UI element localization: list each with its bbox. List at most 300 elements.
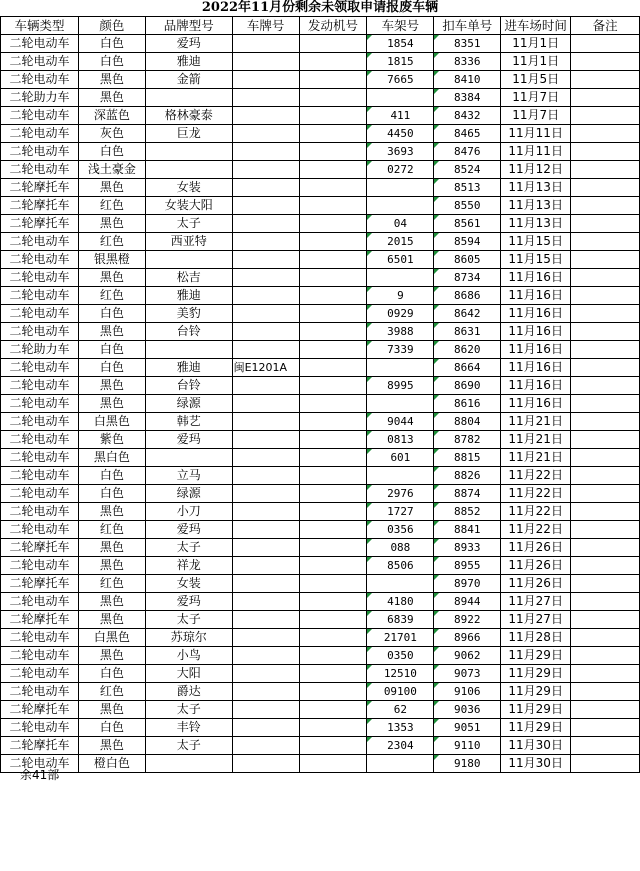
cell-frame-number[interactable]: 12510	[367, 665, 434, 683]
cell-brand-model[interactable]	[145, 341, 232, 359]
cell-brand-model[interactable]: 雅迪	[145, 287, 232, 305]
cell-remark[interactable]	[571, 71, 640, 89]
cell-brand-model[interactable]: 立马	[145, 467, 232, 485]
cell-brand-model[interactable]	[145, 755, 232, 773]
cell-remark[interactable]	[571, 575, 640, 593]
cell-remark[interactable]	[571, 467, 640, 485]
cell-frame-number[interactable]: 7339	[367, 341, 434, 359]
cell-plate-number[interactable]	[232, 179, 299, 197]
cell-engine-number[interactable]	[299, 269, 367, 287]
cell-frame-number[interactable]: 09100	[367, 683, 434, 701]
cell-remark[interactable]	[571, 719, 640, 737]
cell-engine-number[interactable]	[299, 215, 367, 233]
cell-frame-number[interactable]: 21701	[367, 629, 434, 647]
cell-entry-date[interactable]: 11月29日	[501, 665, 571, 683]
cell-entry-date[interactable]: 11月26日	[501, 539, 571, 557]
cell-vehicle-type[interactable]: 二轮电动车	[1, 287, 79, 305]
cell-color[interactable]: 白色	[78, 35, 145, 53]
cell-detain-order-number[interactable]: 8944	[434, 593, 501, 611]
cell-remark[interactable]	[571, 665, 640, 683]
cell-brand-model[interactable]	[145, 89, 232, 107]
cell-entry-date[interactable]: 11月7日	[501, 107, 571, 125]
cell-brand-model[interactable]: 小鸟	[145, 647, 232, 665]
cell-plate-number[interactable]	[232, 629, 299, 647]
cell-entry-date[interactable]: 11月1日	[501, 53, 571, 71]
cell-remark[interactable]	[571, 53, 640, 71]
header-brand-model[interactable]: 品牌型号	[145, 17, 232, 35]
cell-remark[interactable]	[571, 35, 640, 53]
cell-color[interactable]: 白色	[78, 143, 145, 161]
cell-vehicle-type[interactable]: 二轮电动车	[1, 629, 79, 647]
cell-brand-model[interactable]: 苏琼尔	[145, 629, 232, 647]
cell-color[interactable]: 白色	[78, 485, 145, 503]
cell-plate-number[interactable]	[232, 251, 299, 269]
cell-color[interactable]: 黑色	[78, 647, 145, 665]
cell-engine-number[interactable]	[299, 719, 367, 737]
cell-color[interactable]: 黑色	[78, 179, 145, 197]
cell-engine-number[interactable]	[299, 701, 367, 719]
cell-frame-number[interactable]	[367, 395, 434, 413]
cell-detain-order-number[interactable]: 8336	[434, 53, 501, 71]
cell-brand-model[interactable]: 女装	[145, 179, 232, 197]
cell-entry-date[interactable]: 11月13日	[501, 197, 571, 215]
cell-entry-date[interactable]: 11月28日	[501, 629, 571, 647]
header-plate-number[interactable]: 车牌号	[232, 17, 299, 35]
cell-entry-date[interactable]: 11月16日	[501, 377, 571, 395]
cell-vehicle-type[interactable]: 二轮摩托车	[1, 575, 79, 593]
cell-plate-number[interactable]	[232, 377, 299, 395]
header-detain-order-number[interactable]: 扣车单号	[434, 17, 501, 35]
cell-engine-number[interactable]	[299, 251, 367, 269]
cell-entry-date[interactable]: 11月29日	[501, 719, 571, 737]
cell-frame-number[interactable]	[367, 755, 434, 773]
cell-entry-date[interactable]: 11月27日	[501, 593, 571, 611]
cell-detain-order-number[interactable]: 9062	[434, 647, 501, 665]
cell-engine-number[interactable]	[299, 233, 367, 251]
cell-vehicle-type[interactable]: 二轮电动车	[1, 449, 79, 467]
cell-brand-model[interactable]: 西亚特	[145, 233, 232, 251]
cell-plate-number[interactable]	[232, 323, 299, 341]
cell-vehicle-type[interactable]: 二轮电动车	[1, 719, 79, 737]
cell-remark[interactable]	[571, 215, 640, 233]
cell-vehicle-type[interactable]: 二轮电动车	[1, 755, 79, 773]
cell-vehicle-type[interactable]: 二轮电动车	[1, 593, 79, 611]
cell-frame-number[interactable]: 4450	[367, 125, 434, 143]
cell-brand-model[interactable]: 雅迪	[145, 359, 232, 377]
cell-remark[interactable]	[571, 431, 640, 449]
cell-engine-number[interactable]	[299, 593, 367, 611]
cell-frame-number[interactable]: 1727	[367, 503, 434, 521]
cell-remark[interactable]	[571, 341, 640, 359]
cell-brand-model[interactable]: 爱玛	[145, 593, 232, 611]
cell-remark[interactable]	[571, 521, 640, 539]
cell-frame-number[interactable]	[367, 269, 434, 287]
cell-vehicle-type[interactable]: 二轮电动车	[1, 71, 79, 89]
cell-entry-date[interactable]: 11月29日	[501, 647, 571, 665]
cell-entry-date[interactable]: 11月1日	[501, 35, 571, 53]
cell-frame-number[interactable]: 0356	[367, 521, 434, 539]
cell-entry-date[interactable]: 11月15日	[501, 233, 571, 251]
cell-detain-order-number[interactable]: 9110	[434, 737, 501, 755]
cell-plate-number[interactable]	[232, 737, 299, 755]
cell-color[interactable]: 紫色	[78, 431, 145, 449]
cell-entry-date[interactable]: 11月16日	[501, 305, 571, 323]
cell-engine-number[interactable]	[299, 359, 367, 377]
cell-vehicle-type[interactable]: 二轮电动车	[1, 485, 79, 503]
cell-detain-order-number[interactable]: 9106	[434, 683, 501, 701]
cell-vehicle-type[interactable]: 二轮电动车	[1, 251, 79, 269]
cell-plate-number[interactable]	[232, 521, 299, 539]
cell-frame-number[interactable]	[367, 197, 434, 215]
cell-color[interactable]: 红色	[78, 575, 145, 593]
header-remark[interactable]: 备注	[571, 17, 640, 35]
cell-vehicle-type[interactable]: 二轮电动车	[1, 161, 79, 179]
cell-engine-number[interactable]	[299, 287, 367, 305]
cell-vehicle-type[interactable]: 二轮摩托车	[1, 215, 79, 233]
cell-brand-model[interactable]: 祥龙	[145, 557, 232, 575]
cell-vehicle-type[interactable]: 二轮电动车	[1, 107, 79, 125]
cell-vehicle-type[interactable]: 二轮摩托车	[1, 179, 79, 197]
cell-plate-number[interactable]	[232, 287, 299, 305]
cell-entry-date[interactable]: 11月30日	[501, 737, 571, 755]
cell-plate-number[interactable]	[232, 107, 299, 125]
cell-remark[interactable]	[571, 125, 640, 143]
cell-brand-model[interactable]: 爱玛	[145, 35, 232, 53]
cell-vehicle-type[interactable]: 二轮电动车	[1, 323, 79, 341]
cell-brand-model[interactable]: 太子	[145, 215, 232, 233]
cell-brand-model[interactable]: 爱玛	[145, 431, 232, 449]
cell-remark[interactable]	[571, 593, 640, 611]
cell-detain-order-number[interactable]: 8686	[434, 287, 501, 305]
cell-frame-number[interactable]: 0813	[367, 431, 434, 449]
cell-frame-number[interactable]: 2304	[367, 737, 434, 755]
cell-frame-number[interactable]: 088	[367, 539, 434, 557]
cell-plate-number[interactable]	[232, 755, 299, 773]
cell-color[interactable]: 银黑橙	[78, 251, 145, 269]
cell-frame-number[interactable]: 601	[367, 449, 434, 467]
cell-engine-number[interactable]	[299, 71, 367, 89]
cell-engine-number[interactable]	[299, 377, 367, 395]
cell-detain-order-number[interactable]: 8476	[434, 143, 501, 161]
cell-detain-order-number[interactable]: 8664	[434, 359, 501, 377]
cell-color[interactable]: 黑色	[78, 269, 145, 287]
cell-entry-date[interactable]: 11月16日	[501, 359, 571, 377]
cell-color[interactable]: 灰色	[78, 125, 145, 143]
cell-engine-number[interactable]	[299, 179, 367, 197]
cell-color[interactable]: 红色	[78, 197, 145, 215]
cell-entry-date[interactable]: 11月12日	[501, 161, 571, 179]
cell-entry-date[interactable]: 11月5日	[501, 71, 571, 89]
header-engine-number[interactable]: 发动机号	[299, 17, 367, 35]
cell-detain-order-number[interactable]: 9036	[434, 701, 501, 719]
cell-color[interactable]: 红色	[78, 287, 145, 305]
cell-detain-order-number[interactable]: 8594	[434, 233, 501, 251]
cell-frame-number[interactable]: 2015	[367, 233, 434, 251]
cell-plate-number[interactable]	[232, 467, 299, 485]
cell-detain-order-number[interactable]: 8826	[434, 467, 501, 485]
cell-detain-order-number[interactable]: 8955	[434, 557, 501, 575]
cell-plate-number[interactable]	[232, 71, 299, 89]
cell-brand-model[interactable]	[145, 449, 232, 467]
cell-plate-number[interactable]	[232, 719, 299, 737]
cell-brand-model[interactable]: 女装	[145, 575, 232, 593]
cell-engine-number[interactable]	[299, 557, 367, 575]
cell-color[interactable]: 白色	[78, 305, 145, 323]
cell-entry-date[interactable]: 11月11日	[501, 125, 571, 143]
cell-remark[interactable]	[571, 179, 640, 197]
cell-detain-order-number[interactable]: 8642	[434, 305, 501, 323]
cell-vehicle-type[interactable]: 二轮电动车	[1, 233, 79, 251]
cell-plate-number[interactable]	[232, 161, 299, 179]
cell-entry-date[interactable]: 11月16日	[501, 323, 571, 341]
cell-remark[interactable]	[571, 287, 640, 305]
cell-vehicle-type[interactable]: 二轮电动车	[1, 683, 79, 701]
cell-frame-number[interactable]: 0350	[367, 647, 434, 665]
cell-detain-order-number[interactable]: 9180	[434, 755, 501, 773]
cell-detain-order-number[interactable]: 8631	[434, 323, 501, 341]
cell-brand-model[interactable]: 太子	[145, 539, 232, 557]
cell-engine-number[interactable]	[299, 431, 367, 449]
cell-detain-order-number[interactable]: 8524	[434, 161, 501, 179]
cell-engine-number[interactable]	[299, 539, 367, 557]
cell-frame-number[interactable]	[367, 467, 434, 485]
cell-detain-order-number[interactable]: 8815	[434, 449, 501, 467]
cell-color[interactable]: 黑色	[78, 539, 145, 557]
cell-detain-order-number[interactable]: 8970	[434, 575, 501, 593]
cell-plate-number[interactable]	[232, 611, 299, 629]
cell-remark[interactable]	[571, 629, 640, 647]
cell-detain-order-number[interactable]: 8922	[434, 611, 501, 629]
cell-frame-number[interactable]	[367, 179, 434, 197]
cell-entry-date[interactable]: 11月22日	[501, 485, 571, 503]
cell-frame-number[interactable]: 0272	[367, 161, 434, 179]
cell-plate-number[interactable]	[232, 53, 299, 71]
cell-color[interactable]: 黑白色	[78, 449, 145, 467]
cell-brand-model[interactable]: 绿源	[145, 485, 232, 503]
cell-frame-number[interactable]: 2976	[367, 485, 434, 503]
cell-remark[interactable]	[571, 449, 640, 467]
cell-detain-order-number[interactable]: 8351	[434, 35, 501, 53]
cell-color[interactable]: 黑色	[78, 71, 145, 89]
cell-plate-number[interactable]	[232, 593, 299, 611]
cell-vehicle-type[interactable]: 二轮电动车	[1, 143, 79, 161]
cell-vehicle-type[interactable]: 二轮电动车	[1, 359, 79, 377]
cell-remark[interactable]	[571, 755, 640, 773]
cell-color[interactable]: 黑色	[78, 611, 145, 629]
cell-plate-number[interactable]	[232, 395, 299, 413]
cell-entry-date[interactable]: 11月15日	[501, 251, 571, 269]
cell-vehicle-type[interactable]: 二轮摩托车	[1, 701, 79, 719]
cell-remark[interactable]	[571, 647, 640, 665]
cell-frame-number[interactable]: 62	[367, 701, 434, 719]
cell-engine-number[interactable]	[299, 161, 367, 179]
cell-plate-number[interactable]	[232, 665, 299, 683]
cell-plate-number[interactable]	[232, 233, 299, 251]
cell-vehicle-type[interactable]: 二轮电动车	[1, 467, 79, 485]
cell-vehicle-type[interactable]: 二轮电动车	[1, 269, 79, 287]
cell-plate-number[interactable]	[232, 143, 299, 161]
cell-color[interactable]: 黑色	[78, 215, 145, 233]
cell-plate-number[interactable]	[232, 449, 299, 467]
cell-remark[interactable]	[571, 323, 640, 341]
cell-plate-number[interactable]: 闽E1201A	[232, 359, 299, 377]
cell-entry-date[interactable]: 11月16日	[501, 395, 571, 413]
cell-engine-number[interactable]	[299, 629, 367, 647]
cell-detain-order-number[interactable]: 8550	[434, 197, 501, 215]
cell-frame-number[interactable]: 411	[367, 107, 434, 125]
cell-entry-date[interactable]: 11月27日	[501, 611, 571, 629]
cell-remark[interactable]	[571, 683, 640, 701]
cell-color[interactable]: 白黑色	[78, 413, 145, 431]
cell-entry-date[interactable]: 11月7日	[501, 89, 571, 107]
cell-color[interactable]: 深蓝色	[78, 107, 145, 125]
cell-remark[interactable]	[571, 143, 640, 161]
cell-brand-model[interactable]: 金箭	[145, 71, 232, 89]
cell-detain-order-number[interactable]: 8410	[434, 71, 501, 89]
cell-brand-model[interactable]: 爱玛	[145, 521, 232, 539]
cell-brand-model[interactable]: 绿源	[145, 395, 232, 413]
cell-frame-number[interactable]: 9	[367, 287, 434, 305]
header-color[interactable]: 颜色	[78, 17, 145, 35]
cell-brand-model[interactable]	[145, 251, 232, 269]
cell-color[interactable]: 白色	[78, 665, 145, 683]
cell-brand-model[interactable]: 爵达	[145, 683, 232, 701]
cell-color[interactable]: 白黑色	[78, 629, 145, 647]
cell-plate-number[interactable]	[232, 503, 299, 521]
cell-remark[interactable]	[571, 197, 640, 215]
cell-engine-number[interactable]	[299, 575, 367, 593]
cell-vehicle-type[interactable]: 二轮摩托车	[1, 197, 79, 215]
cell-detain-order-number[interactable]: 8782	[434, 431, 501, 449]
cell-remark[interactable]	[571, 611, 640, 629]
cell-vehicle-type[interactable]: 二轮电动车	[1, 395, 79, 413]
cell-engine-number[interactable]	[299, 305, 367, 323]
cell-engine-number[interactable]	[299, 323, 367, 341]
cell-brand-model[interactable]: 丰铃	[145, 719, 232, 737]
cell-brand-model[interactable]: 韩艺	[145, 413, 232, 431]
cell-brand-model[interactable]: 太子	[145, 737, 232, 755]
cell-frame-number[interactable]: 3988	[367, 323, 434, 341]
cell-color[interactable]: 白色	[78, 359, 145, 377]
cell-engine-number[interactable]	[299, 125, 367, 143]
cell-plate-number[interactable]	[232, 305, 299, 323]
cell-plate-number[interactable]	[232, 35, 299, 53]
cell-engine-number[interactable]	[299, 485, 367, 503]
cell-vehicle-type[interactable]: 二轮电动车	[1, 413, 79, 431]
cell-entry-date[interactable]: 11月22日	[501, 503, 571, 521]
cell-vehicle-type[interactable]: 二轮电动车	[1, 647, 79, 665]
cell-color[interactable]: 黑色	[78, 89, 145, 107]
cell-plate-number[interactable]	[232, 683, 299, 701]
cell-engine-number[interactable]	[299, 341, 367, 359]
header-frame-number[interactable]: 车架号	[367, 17, 434, 35]
cell-color[interactable]: 黑色	[78, 503, 145, 521]
cell-brand-model[interactable]: 格林豪泰	[145, 107, 232, 125]
cell-plate-number[interactable]	[232, 413, 299, 431]
cell-frame-number[interactable]: 8995	[367, 377, 434, 395]
cell-vehicle-type[interactable]: 二轮电动车	[1, 53, 79, 71]
cell-entry-date[interactable]: 11月13日	[501, 215, 571, 233]
cell-engine-number[interactable]	[299, 755, 367, 773]
cell-color[interactable]: 黑色	[78, 593, 145, 611]
cell-brand-model[interactable]: 台铃	[145, 377, 232, 395]
cell-frame-number[interactable]: 6839	[367, 611, 434, 629]
cell-vehicle-type[interactable]: 二轮助力车	[1, 89, 79, 107]
cell-detain-order-number[interactable]: 8465	[434, 125, 501, 143]
cell-brand-model[interactable]: 松吉	[145, 269, 232, 287]
cell-detain-order-number[interactable]: 8605	[434, 251, 501, 269]
cell-color[interactable]: 红色	[78, 521, 145, 539]
cell-plate-number[interactable]	[232, 701, 299, 719]
cell-detain-order-number[interactable]: 8804	[434, 413, 501, 431]
cell-plate-number[interactable]	[232, 557, 299, 575]
cell-remark[interactable]	[571, 233, 640, 251]
cell-entry-date[interactable]: 11月29日	[501, 701, 571, 719]
cell-entry-date[interactable]: 11月22日	[501, 521, 571, 539]
cell-remark[interactable]	[571, 737, 640, 755]
cell-engine-number[interactable]	[299, 737, 367, 755]
cell-frame-number[interactable]: 4180	[367, 593, 434, 611]
cell-plate-number[interactable]	[232, 215, 299, 233]
cell-detain-order-number[interactable]: 8620	[434, 341, 501, 359]
cell-engine-number[interactable]	[299, 89, 367, 107]
cell-vehicle-type[interactable]: 二轮摩托车	[1, 737, 79, 755]
cell-frame-number[interactable]: 0929	[367, 305, 434, 323]
cell-engine-number[interactable]	[299, 197, 367, 215]
cell-detain-order-number[interactable]: 8841	[434, 521, 501, 539]
cell-plate-number[interactable]	[232, 197, 299, 215]
cell-frame-number[interactable]: 3693	[367, 143, 434, 161]
cell-color[interactable]: 红色	[78, 683, 145, 701]
cell-entry-date[interactable]: 11月16日	[501, 341, 571, 359]
cell-detain-order-number[interactable]: 8852	[434, 503, 501, 521]
cell-detain-order-number[interactable]: 8561	[434, 215, 501, 233]
cell-remark[interactable]	[571, 395, 640, 413]
cell-entry-date[interactable]: 11月30日	[501, 755, 571, 773]
cell-engine-number[interactable]	[299, 611, 367, 629]
cell-plate-number[interactable]	[232, 647, 299, 665]
cell-entry-date[interactable]: 11月16日	[501, 269, 571, 287]
cell-engine-number[interactable]	[299, 395, 367, 413]
cell-frame-number[interactable]	[367, 575, 434, 593]
cell-brand-model[interactable]: 太子	[145, 701, 232, 719]
cell-remark[interactable]	[571, 413, 640, 431]
cell-vehicle-type[interactable]: 二轮电动车	[1, 665, 79, 683]
cell-brand-model[interactable]: 巨龙	[145, 125, 232, 143]
cell-remark[interactable]	[571, 269, 640, 287]
cell-remark[interactable]	[571, 377, 640, 395]
cell-frame-number[interactable]: 6501	[367, 251, 434, 269]
cell-brand-model[interactable]: 小刀	[145, 503, 232, 521]
cell-brand-model[interactable]: 大阳	[145, 665, 232, 683]
cell-detain-order-number[interactable]: 8933	[434, 539, 501, 557]
cell-frame-number[interactable]	[367, 359, 434, 377]
cell-frame-number[interactable]: 7665	[367, 71, 434, 89]
cell-frame-number[interactable]: 1854	[367, 35, 434, 53]
cell-entry-date[interactable]: 11月21日	[501, 431, 571, 449]
cell-remark[interactable]	[571, 89, 640, 107]
cell-engine-number[interactable]	[299, 503, 367, 521]
cell-detain-order-number[interactable]: 8734	[434, 269, 501, 287]
cell-plate-number[interactable]	[232, 575, 299, 593]
cell-brand-model[interactable]: 台铃	[145, 323, 232, 341]
cell-remark[interactable]	[571, 485, 640, 503]
cell-entry-date[interactable]: 11月26日	[501, 557, 571, 575]
cell-engine-number[interactable]	[299, 521, 367, 539]
cell-remark[interactable]	[571, 701, 640, 719]
cell-engine-number[interactable]	[299, 467, 367, 485]
cell-detain-order-number[interactable]: 8513	[434, 179, 501, 197]
